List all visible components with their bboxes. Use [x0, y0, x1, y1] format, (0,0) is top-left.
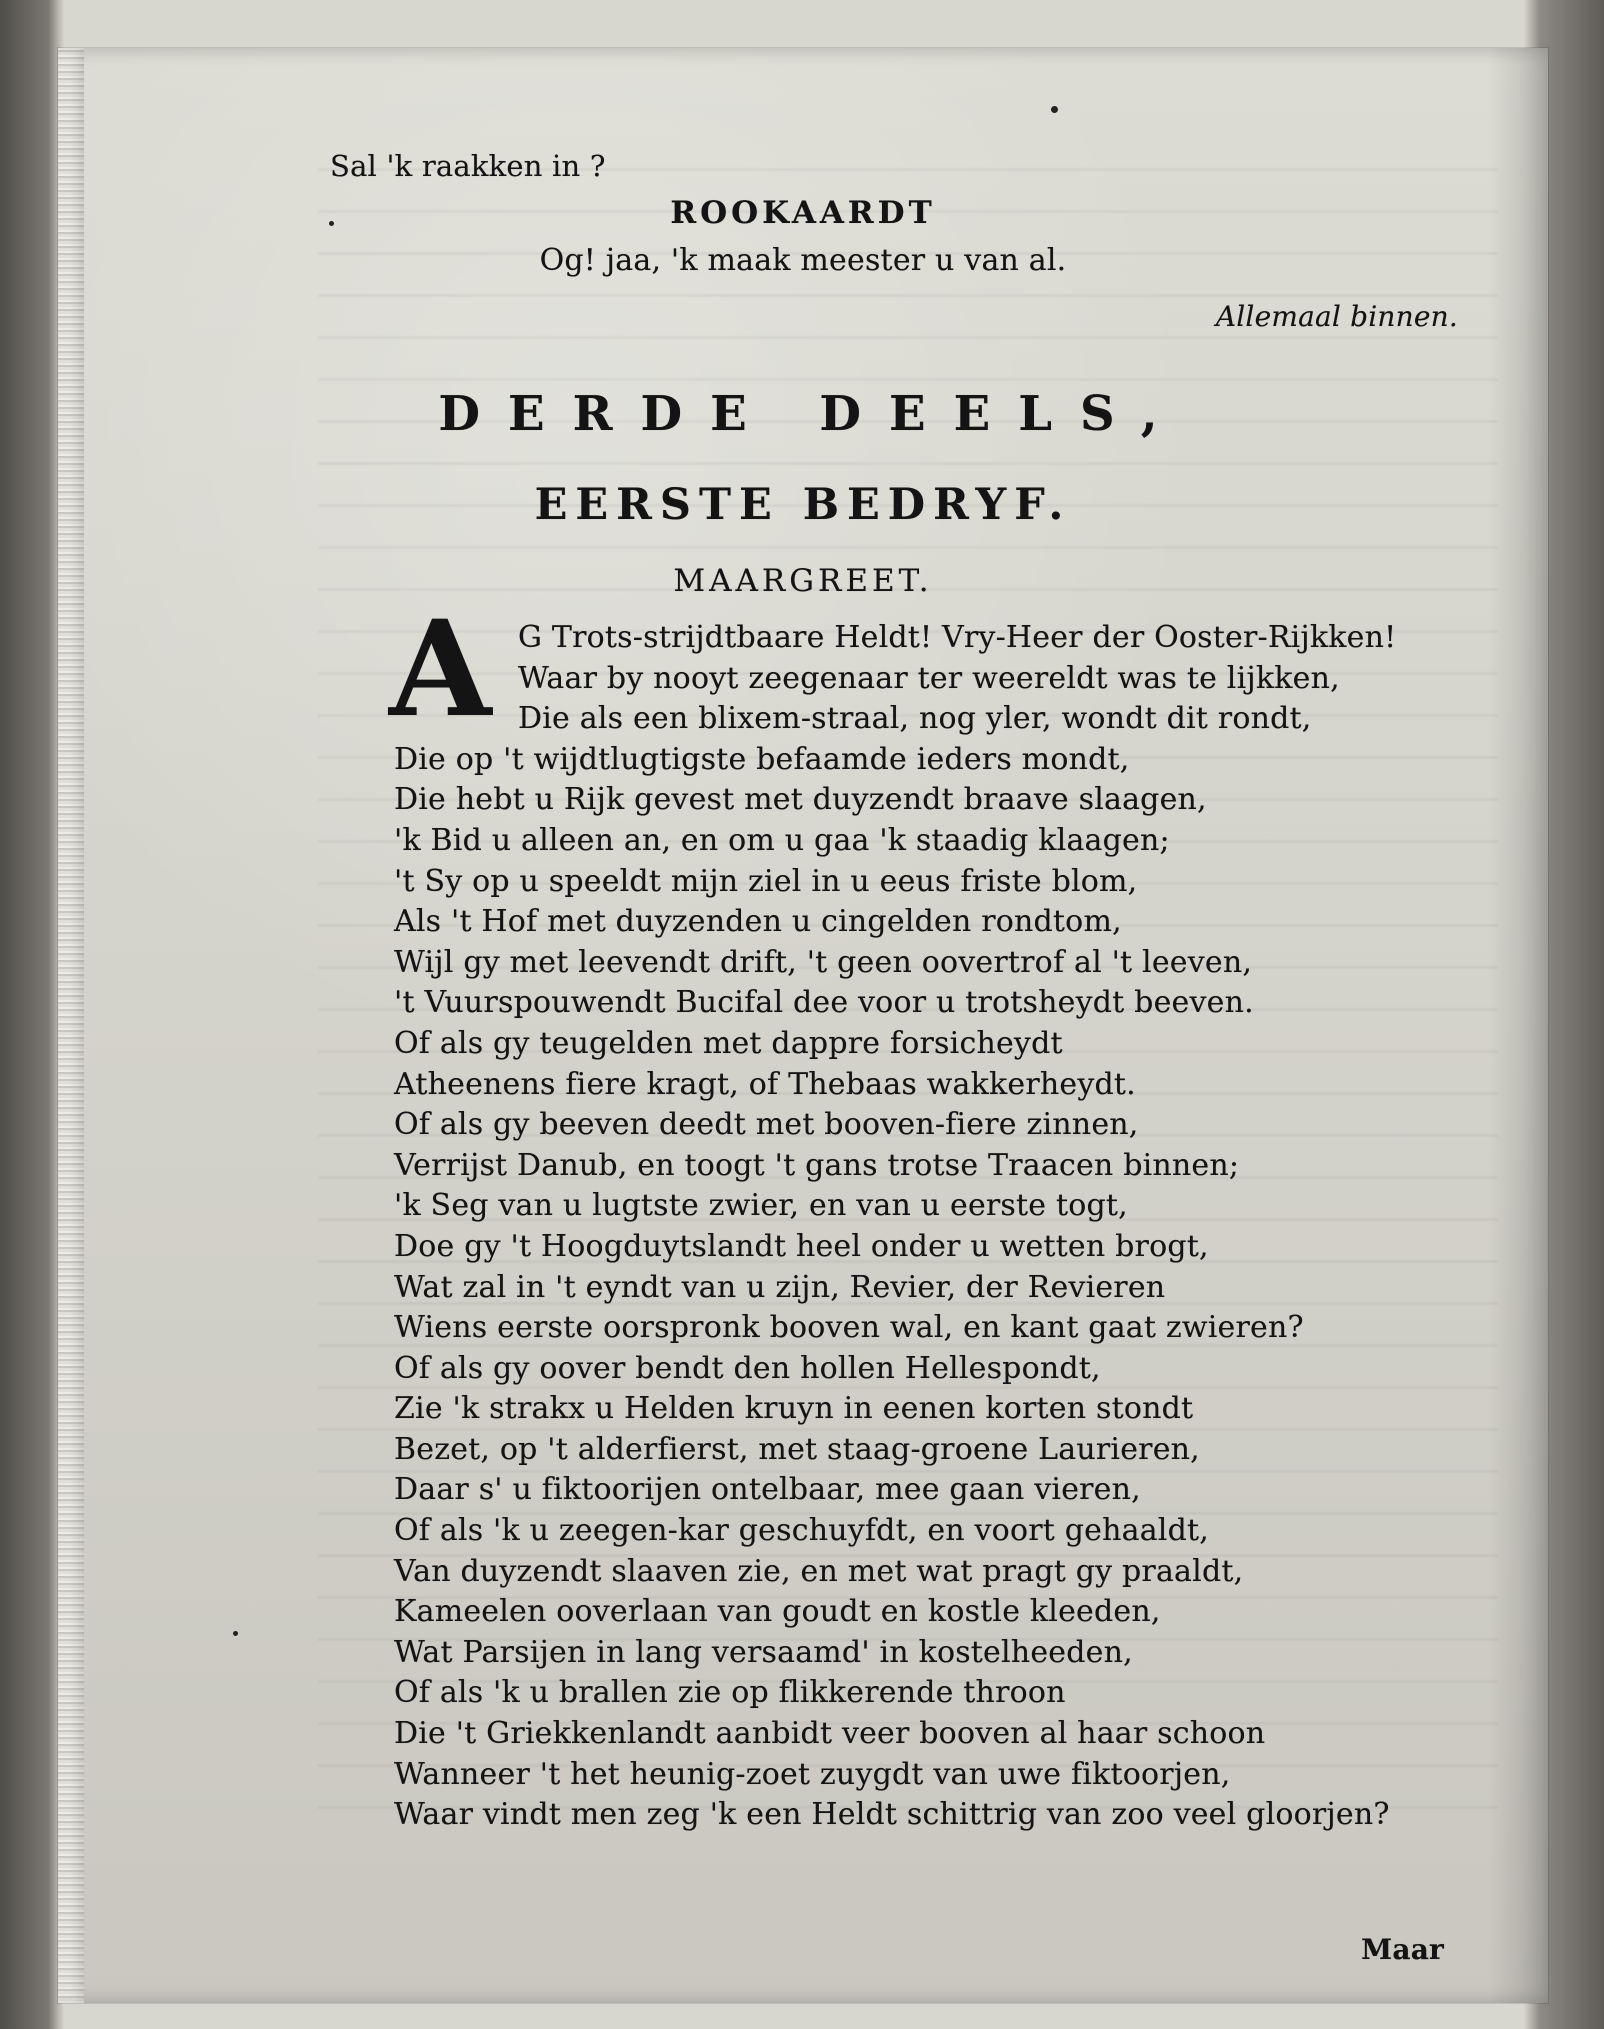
- verse-line: Doe gy 't Hoogduytslandt heel onder u wetten brogt,: [394, 1228, 1209, 1264]
- verse-line: Wanneer 't het heunig-zoet zuygdt van uwe fiktoorjen,: [394, 1756, 1231, 1792]
- verse-line: Of als 'k u brallen zie op flikkerende throon: [394, 1675, 1066, 1711]
- ink-spot: [1051, 106, 1058, 113]
- paper-page: [58, 48, 1548, 2003]
- verse-line: Wat Parsijen in lang versaamd' in kostelheeden,: [394, 1634, 1133, 1670]
- verse-line: Of als gy beeven deedt met booven-fiere zinnen,: [394, 1107, 1139, 1143]
- verse-line: Die hebt u Rijk gevest met duyzendt braave slaagen,: [394, 782, 1207, 818]
- scene-heading: EERSTE BEDRYF.: [534, 480, 1072, 530]
- verse-line: Of als 'k u zeegen-kar geschuyfdt, en voort gehaaldt,: [394, 1513, 1209, 1549]
- act-heading: DERDE DEELS,: [438, 386, 1186, 442]
- verse-line: Of als gy oover bendt den hollen Hellespondt,: [394, 1350, 1101, 1386]
- verse-line: Als 't Hof met duyzenden u cingelden rondtom,: [394, 904, 1122, 940]
- reply-line: Og! jaa, 'k maak meester u van al.: [539, 243, 1067, 278]
- verse-line: Verrijst Danub, en toogt 't gans trotse Traacen binnen;: [394, 1147, 1240, 1183]
- verse-line: Die als een blixem-straal, nog yler, wondt dit rondt,: [518, 701, 1312, 737]
- verse-line: Bezet, op 't alderfierst, met staag-groene Laurieren,: [394, 1431, 1200, 1467]
- ink-spot: [233, 1631, 238, 1636]
- verse-line: Wiens eerste oorspronk booven wal, en kant gaat zwieren?: [394, 1310, 1304, 1346]
- top-left-line: Sal 'k raakken in ?: [330, 149, 606, 183]
- verse-line: 't Vuurspouwendt Bucifal dee voor u trotsheydt beeven.: [394, 985, 1254, 1021]
- verse-line: 'k Seg van u lugtste zwier, en van u eerste togt,: [394, 1188, 1128, 1224]
- stage-direction: Allemaal binnen.: [1215, 300, 1458, 333]
- verse-line: Waar by nooyt zeegenaar ter weereldt was te lijkken,: [518, 660, 1340, 696]
- verse-line: G Trots-strijdtbaare Heldt! Vry-Heer der Ooster-Rijkken!: [518, 620, 1397, 655]
- verse-line: Kameelen ooverlaan van goudt en kostle kleeden,: [394, 1594, 1161, 1630]
- verse-line: Atheenens fiere kragt, of Thebaas wakkerheydt.: [394, 1066, 1136, 1102]
- verse-line: Wijl gy met leevendt drift, 't geen oovertrof al 't leeven,: [394, 944, 1253, 980]
- verse-line: Die 't Griekkenlandt aanbidt veer booven al haar schoon: [394, 1716, 1266, 1752]
- speaker-heading: MAARGREET.: [673, 563, 933, 599]
- speaker-name: ROOKAARDT: [670, 195, 936, 231]
- verse-line: 't Sy op u speeldt mijn ziel in u eeus friste blom,: [394, 863, 1138, 899]
- catchword: Maar: [1361, 1933, 1444, 1966]
- verse-block: [394, 618, 1530, 1836]
- verse-line: Of als gy teugelden met dappre forsicheydt: [394, 1025, 1063, 1061]
- verse-line: Die op 't wijdtlugtigste befaamde ieders mondt,: [394, 741, 1130, 777]
- verse-line: Waar vindt men zeg 'k een Heldt schittrig van zoo veel gloorjen?: [394, 1797, 1390, 1833]
- verse-line: Wat zal in 't eyndt van u zijn, Revier, der Revieren: [394, 1269, 1166, 1305]
- verse-line: 'k Bid u alleen an, en om u gaa 'k staadig klaagen;: [394, 822, 1170, 858]
- drop-cap: A: [389, 592, 492, 747]
- verse-line: Zie 'k strakx u Helden kruyn in eenen korten stondt: [394, 1391, 1194, 1427]
- verse-line: Daar s' u fiktoorijen ontelbaar, mee gaan vieren,: [394, 1472, 1141, 1508]
- verse-line: Van duyzendt slaaven zie, en met wat pragt gy praaldt,: [394, 1553, 1244, 1589]
- page-edge: [58, 48, 84, 2003]
